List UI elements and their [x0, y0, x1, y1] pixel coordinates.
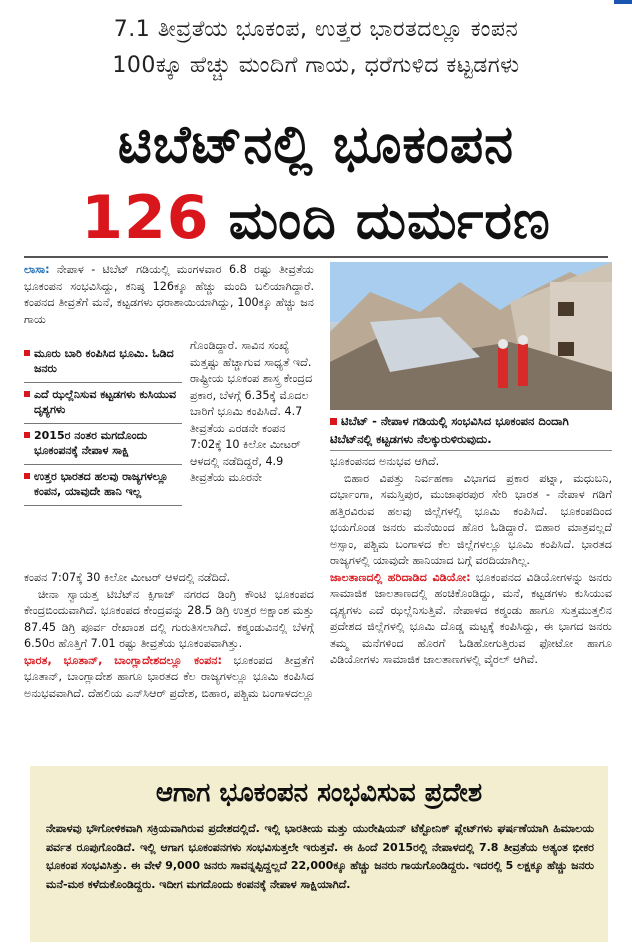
- lead-text: ನೇಪಾಳ - ಟಿಬೆಟ್ ಗಡಿಯಲ್ಲಿ ಮಂಗಳವಾರ 6.8 ರಷ್ಟು ತೀವ್ರತೆಯ ಭೂಕಂಪನ ಸಂಭವಿಸಿದ್ದು, ಕನಿಷ್ಠ 126ಕ್ಕೂ ಹೆಚ್ಚು ಮಂದಿ ಬಲಿಯಾಗಿದ್ದಾರೆ. ಕಂಪನದ ತೀವ್ರತೆಗೆ ಮನೆ, ಕಟ್ಟಡಗಳು ಧರಾಶಾಯಿಯಾಗಿದ್ದು, 100ಕ್ಕೂ ಹೆಚ್ಚು ಜನ ಗಾಯ: [24, 263, 315, 326]
- right-column-text: [330, 454, 612, 669]
- subhead-video: ಜಾಲತಾಣದಲ್ಲಿ ಹರಿದಾಡಿದ ವಿಡಿಯೋ:: [330, 570, 471, 584]
- right-paragraph-1: ಭೂಕಂಪನದ ಅನುಭವ ಆಗಿದೆ.: [330, 455, 440, 468]
- caption-text: ಟಿಬೆಟ್ - ನೇಪಾಳ ಗಡಿಯಲ್ಲಿ ಸಂಭವಿಸಿದ ಭೂಕಂಪನ ದಿಂದಾಗಿ ಟಿಬೆಟ್‌ನಲ್ಲಿ ಕಟ್ಟಡಗಳು ನೆಲಕ್ಕುರುಳಿರುವುದು.: [330, 414, 569, 446]
- caption-marker: [330, 418, 337, 425]
- highlight-item: 2015ರ ನಂತರ ಮಗದೊಂದು ಭೂಕಂಪನಕ್ಕೆ ನೇಪಾಳ ಸಾಕ್ಷಿ: [24, 424, 182, 465]
- highlight-item: ಮೂರು ಬಾರಿ ಕಂಪಿಸಿದ ಭೂಮಿ. ಓಡಿದ ಜನರು: [24, 342, 182, 383]
- subhead-video-text: ಭೂಕಂಪನದ ವಿಡಿಯೋಗಳನ್ನು ಜನರು ಸಾಮಾಜಿಕ ಜಾಲತಾಣದಲ್ಲಿ ಹಂಚಿಕೊಂಡಿದ್ದು, ಮನೆ, ಕಟ್ಟಡಗಳು ಕುಸಿಯುವ ದೃಶ್ಯಗಳು ಎದೆ ಝಲ್ಲೆನಿಸುತ್ತಿವೆ. ನೇಪಾಳದ ಕಠ್ಮಂಡು ಹಾಗೂ ಸುತ್ತಮುತ್ತಲಿನ ಪ್ರದೇಶದ ಜಿಲ್ಲೆಗಳಲ್ಲಿ ಭೂಮಿ ದೊಡ್ಡ ಮಟ್ಟಕ್ಕೆ ಕಂಪಿಸಿದ್ದು, ಈ ಭಾಗದ ಜನರು ತಮ್ಮ ಮನೆಗಳಿಂದ ಹೊರಗೆ ಓಡಿಹೋಗುತ್ತಿರುವ ಫೋಟೋ ಹಾಗೂ ವಿಡಿಯೋಗಳು ಸಾಮಾಜಿಕ ಜಾಲತಾಣಗಳಲ್ಲಿ ವೈರಲ್ ಆಗಿವೆ.: [330, 570, 613, 666]
- headline-line-1: ಟಿಬೆಟ್‌ನಲ್ಲಿ ಭೂಕಂಪನ: [117, 115, 515, 175]
- headline-number: 126: [81, 183, 210, 253]
- deck-line-2: 100ಕ್ಕೂ ಹೆಚ್ಚು ಮಂದಿಗೆ ಗಾಯ, ಧರೆಗುಳಿದ ಕಟ್ಟಡಗಳು: [112, 53, 520, 78]
- info-box: [30, 766, 608, 942]
- subhead-neighbours: ಭಾರತ, ಭೂತಾನ್, ಬಾಂಗ್ಲಾದೇಶದಲ್ಲೂ ಕಂಪನ:: [24, 653, 222, 667]
- right-paragraph-2: ಬಿಹಾರ ವಿಪತ್ತು ನಿರ್ವಹಣಾ ವಿಭಾಗದ ಪ್ರಕಾರ ಪಟ್ನಾ, ಮಧುಬನಿ, ದರ್ಭಾಂಗಾ, ಸಮಸ್ತಿಪುರ, ಮುಜಾಫರಪುರ ಸೇರಿ ಭಾರತ - ನೇಪಾಳ ಗಡಿಗೆ ಹತ್ತಿರವಿರುವ ಹಲವು ಜಿಲ್ಲೆಗಳಲ್ಲಿ ಭೂಮಿ ಕಂಪಿಸಿದೆ. ಭೂಕಂಪದಿಂದ ಭಯಗೊಂಡ ಜನರು ಮನೆಯಿಂದ ಹೊರ ಓಡಿದ್ದಾರೆ. ಬಿಹಾರ ಮಾತ್ರವಲ್ಲದೆ ಅಸ್ಸಾಂ, ಪಶ್ಚಿಮ ಬಂಗಾಳದ ಕೆಲ ಜಿಲ್ಲೆಗಳಲ್ಲೂ ಭೂಮಿ ಕಂಪಿಸಿದೆ. ಭಾರತದ ರಾಜ್ಯಗಳಲ್ಲಿ ಯಾವುದೇ ಹಾನಿಯಾದ ಬಗ್ಗೆ ವರದಿಯಾಗಿಲ್ಲ.: [330, 471, 612, 567]
- headline-line-2: [0, 182, 632, 257]
- headline-rule: [24, 256, 608, 258]
- deck-line-1: 7.1 ತೀವ್ರತೆಯ ಭೂಕಂಪ, ಉತ್ತರ ಭಾರತದಲ್ಲೂ ಕಂಪನ: [113, 17, 519, 42]
- lower-paragraph-1: ಕಂಪನ 7:07ಕ್ಕೆ 30 ಕಿಲೋ ಮೀಟರ್ ಆಳದಲ್ಲಿ ನಡೆದಿದೆ.: [24, 571, 231, 584]
- deck: [0, 12, 632, 84]
- subhead-neighbours-text: ಭೂಕಂಪದ ತೀವ್ರತೆಗೆ ಭೂತಾನ್, ಬಾಂಗ್ಲಾದೇಶ ಹಾಗೂ ಭಾರತದ ಕೆಲ ರಾಜ್ಯಗಳಲ್ಲೂ ಭೂಮಿ ಕಂಪಿಸಿದ ಅನುಭವವಾಗಿದೆ. ದೆಹಲಿಯ ಎನ್‌ಸಿಆರ್ ಪ್ರದೇಶ, ಬಿಹಾರ, ಪಶ್ಚಿಮ ಬಂಗಾಳದಲ್ಲೂ: [24, 653, 314, 700]
- lower-paragraph-2: ಚೀನಾ ಸ್ವಾಯತ್ತ ಟಿಬೆಟ್‌ನ ಕ್ಸಿಗಾಜ್ ನಗರದ ಡಿಂಗ್ರಿ ಕೌಂಟಿ ಭೂಕಂಪದ ಕೇಂದ್ರಬಿಂದುವಾಗಿದೆ. ಭೂಕಂಪದ ಕೇಂದ್ರವನ್ನು 28.5 ಡಿಗ್ರಿ ಉತ್ತರ ಅಕ್ಷಾಂಶ ಮತ್ತು 87.45 ಡಿಗ್ರಿ ಪೂರ್ವ ರೇಖಾಂಶ ದಲ್ಲಿ ಗುರುತಿಸಲಾಗಿದೆ. ಕಠ್ಮಂಡುವಿನಲ್ಲಿ ಬೆಳಗ್ಗೆ 6.50ರ ಹೊತ್ತಿಗೆ 7.01 ರಷ್ಟು ತೀವ್ರತೆಯ ಭೂಕಂಪವಾಗಿತ್ತು.: [24, 587, 314, 650]
- highlight-item: ಎದೆ ಝಲ್ಲೆನಿಸುವ ಕಟ್ಟಡಗಳು ಕುಸಿಯುವ ದೃಶ್ಯಗಳು: [24, 383, 182, 424]
- highlights-list: [24, 342, 182, 506]
- headline-rest: ಮಂದಿ ದುರ್ಮರಣ: [228, 191, 551, 251]
- lower-paragraph-3: [24, 653, 314, 703]
- collapsed-buildings-image: [330, 262, 612, 410]
- dateline: ಲಾಸಾ:: [24, 263, 50, 276]
- info-box-title: ಆಗಾಗ ಭೂಕಂಪನ ಸಂಭವಿಸುವ ಪ್ರದೇಶ: [155, 778, 483, 808]
- photo-caption: [330, 412, 612, 451]
- lead-paragraph: [24, 262, 314, 328]
- lower-column-text: [24, 570, 314, 702]
- narrow-column-text: ಗೊಂಡಿದ್ದಾರೆ. ಸಾವಿನ ಸಂಖ್ಯೆ ಮತ್ತಷ್ಟು ಹೆಚ್ಚಾಗುವ ಸಾಧ್ಯತೆ ಇದೆ. ರಾಷ್ಟ್ರೀಯ ಭೂಕಂಪ ಶಾಸ್ತ್ರ ಕೇಂದ್ರದ ಪ್ರಕಾರ, ಬೆಳಗ್ಗೆ 6.35ಕ್ಕೆ ಮೊದಲ ಬಾರಿಗೆ ಭೂಮಿ ಕಂಪಿಸಿದೆ. 4.7 ತೀವ್ರತೆಯ ಎರಡನೇ ಕಂಪನ 7:02ಕ್ಕೆ 10 ಕಿಲೋ ಮೀಟರ್ ಆಳದಲ್ಲಿ ನಡೆದಿದ್ದರೆ, 4.9 ತೀವ್ರತೆಯ ಮೂರನೇ: [190, 339, 313, 484]
- earthquake-photo: [330, 262, 612, 410]
- info-box-text: ನೇಪಾಳವು ಭೌಗೋಳಿಕವಾಗಿ ಸಕ್ರಿಯವಾಗಿರುವ ಪ್ರದೇಶದಲ್ಲಿದೆ. ಇಲ್ಲಿ ಭಾರತೀಯ ಮತ್ತು ಯುರೇಷಿಯನ್ ಟೆಕ್ಟೋನಿಕ್ ಪ್ಲೇಟ್‌ಗಳು ಘರ್ಷಣೆಯಾಗಿ ಹಿಮಾಲಯ ಪರ್ವತ ರೂಪುಗೊಂಡಿದೆ. ಇಲ್ಲಿ ಆಗಾಗ ಭೂಕಂಪನಗಳು ಸಂಭವಿಸುತ್ತಲೇ ಇರುತ್ತವೆ. ಈ ಹಿಂದೆ 2015ರಲ್ಲಿ ನೇಪಾಳದಲ್ಲಿ 7.8 ತೀವ್ರತೆಯ ಅತ್ಯಂತ ಭೀಕರ ಭೂಕಂಪ ಸಂಭವಿಸಿತ್ತು. ಈ ವೇಳೆ 9,000 ಜನರು ಸಾವನ್ನಪ್ಪಿದ್ದಲ್ಲದೆ 22,000ಕ್ಕೂ ಹೆಚ್ಚು ಜನರು ಗಾಯಗೊಂಡಿದ್ದರು. ಇದರಲ್ಲಿ 5 ಲಕ್ಷಕ್ಕೂ ಹೆಚ್ಚು ಜನರು ಮನೆ-ಮಠ ಕಳೆದುಕೊಂಡಿದ್ದರು. ಇದೀಗ ಮಗದೊಂದು ಕಂಪನಕ್ಕೆ ನೇಪಾಳ ಸಾಕ್ಷಿಯಾಗಿದೆ.: [46, 822, 594, 891]
- top-color-bar: [614, 0, 632, 4]
- highlight-item: ಉತ್ತರ ಭಾರತದ ಹಲವು ರಾಜ್ಯಗಳಲ್ಲೂ ಕಂಪನ, ಯಾವುದೇ ಹಾನಿ ಇಲ್ಲ: [24, 465, 182, 506]
- right-paragraph-3: [330, 570, 612, 669]
